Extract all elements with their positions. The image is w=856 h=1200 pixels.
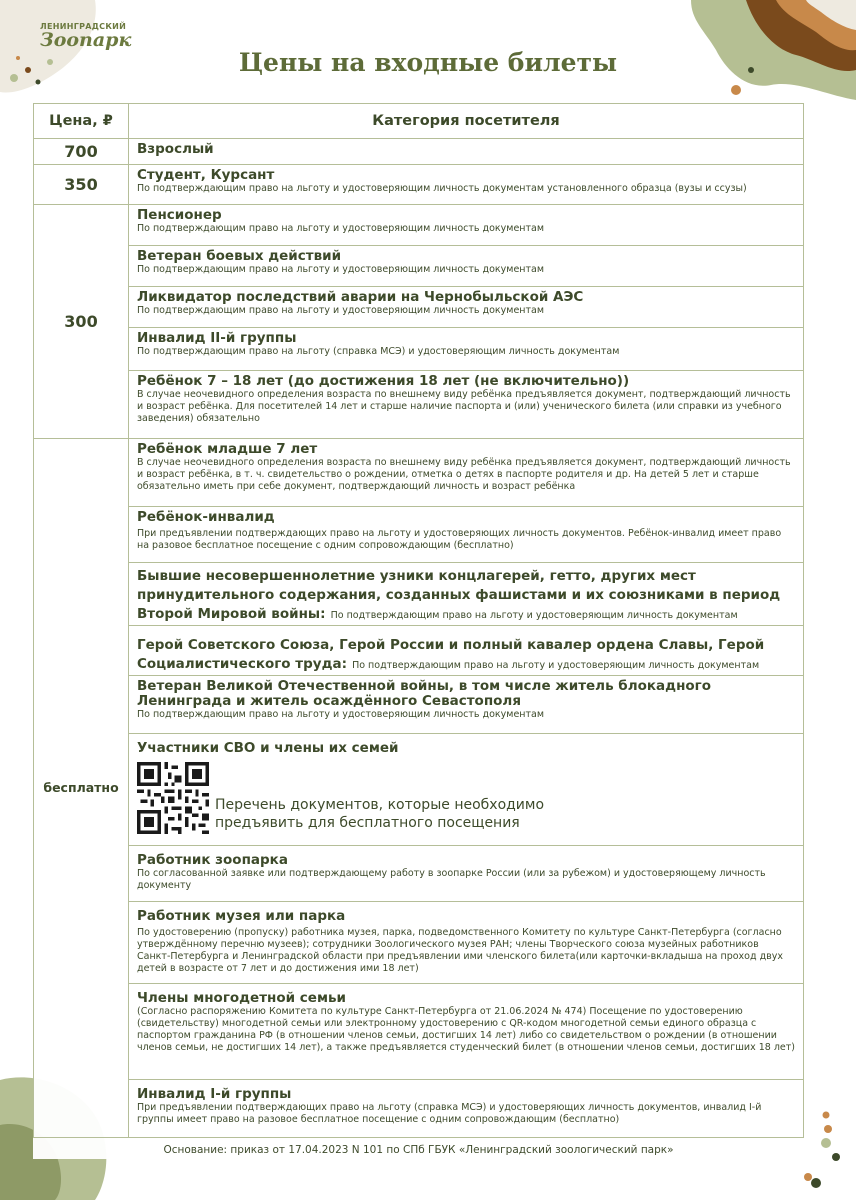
price-cell: 700: [34, 139, 129, 165]
zoo-logo: [40, 22, 131, 49]
table-row: [34, 139, 804, 165]
category-cell: [129, 371, 804, 439]
category-description: По подтверждающим право на льготу и удостоверяющим личность документам: [137, 264, 545, 275]
category-title: Герой Советского Союза, Герой России и полный кавалер ордена Славы, Герой Социалистического труда:: [137, 637, 765, 672]
category-title: Ребёнок-инвалид: [137, 509, 275, 525]
category-title: Ребёнок младше 7 лет: [137, 441, 318, 457]
category-cell: [129, 328, 804, 371]
category-cell: [129, 205, 804, 246]
table-row: [34, 371, 804, 439]
table-row: [34, 328, 804, 371]
price-cell: 350: [34, 165, 129, 205]
qr-description-line: Перечень документов, которые необходимо: [215, 797, 545, 813]
category-title: Инвалид II-й группы: [137, 330, 297, 346]
table-row: [34, 246, 804, 287]
qr-description: [215, 796, 544, 832]
table-row: [34, 676, 804, 734]
category-title: Студент, Курсант: [137, 167, 275, 183]
category-description: По удостоверению (пропуску) работника музея, парка, подведомственного Комитету по культуре Санкт-Петербурга (согласно утверждённому перечню музеев); сотрудники Зоологического музея РАН; члены Творческого союза музейных работников Санкт-Петербурга и Ленинградской области при предъявлении ими членского билета(или карточки-вкладыша на проход двух детей в возрасте от 7 лет и до достижения ими 18 лет): [137, 927, 783, 974]
category-cell: [129, 1080, 804, 1138]
table-row: [34, 902, 804, 984]
category-cell: [129, 563, 804, 626]
table-header-row: [34, 104, 804, 139]
category-title: Взрослый: [137, 141, 214, 157]
category-description: По подтверждающим право на льготу и удостоверяющим личность документам: [137, 709, 545, 720]
category-cell: [129, 626, 804, 676]
table-row: [34, 439, 804, 507]
category-cell: [129, 165, 804, 205]
table-row: [34, 846, 804, 902]
footer-note: Основание: приказ от 17.04.2023 N 101 по СПб ГБУК «Ленинградский зоологический парк»: [163, 1144, 674, 1156]
category-description: При предъявлении подтверждающих право на льготу (справка МСЭ) и удостоверяющих личность документов, инвалид I-й группы имеет право на разовое бесплатное посещение с одним сопровождающим (бесплатно): [137, 1102, 762, 1125]
category-title: Ребёнок 7 – 18 лет (до достижения 18 лет (не включительно)): [137, 373, 630, 389]
category-title: Работник зоопарка: [137, 852, 288, 868]
table-row: [34, 563, 804, 626]
category-description: По подтверждающим право на льготу и удостоверяющим личность документам: [352, 660, 760, 671]
prices-table: [33, 103, 804, 1159]
qr-code-icon[interactable]: [137, 762, 209, 834]
category-title: Инвалид I-й группы: [137, 1086, 292, 1102]
page-title: Цены на входные билеты: [238, 48, 618, 77]
category-cell: [129, 246, 804, 287]
table-row: [34, 984, 804, 1080]
category-title: Участники СВО и члены их семей: [137, 740, 399, 756]
category-cell: [129, 902, 804, 984]
footer-row: [34, 1138, 804, 1160]
category-description: По подтверждающим право на льготу и удостоверяющим личность документам: [137, 305, 545, 316]
category-title: Члены многодетной семьи: [137, 990, 346, 1006]
category-description: (Согласно распоряжению Комитета по культуре Санкт-Петербурга от 21.06.2024 № 474) Посещение по удостоверению (свидетельству) многодетной семьи или электронному удостоверению с QR-кодом многодетной семьи единого образца с паспортом гражданина РФ (в отношении членов семьи, достигших 14 лет) либо со свидетельством о рождении (в отношении членов семьи, не достигших 14 лет), а также предъявляется студенческий билет (в отношении членов семьи, достигших 18 лет): [137, 1006, 795, 1053]
category-description: При предъявлении подтверждающих право на льготу и удостоверяющих личность документов. Ребёнок-инвалид имеет право на разовое бесплатное посещение с одним сопровождающим (бесплатно): [137, 528, 782, 551]
category-title: Ветеран боевых действий: [137, 248, 342, 264]
category-cell: [129, 139, 804, 165]
category-cell: [129, 984, 804, 1080]
table-row: [34, 165, 804, 205]
table-row: [34, 287, 804, 328]
logo-caption: ЛЕНИНГРАДСКИЙ: [40, 22, 127, 31]
category-title: Пенсионер: [137, 207, 222, 223]
qr-description-line: предъявить для бесплатного посещения: [215, 815, 520, 831]
category-title: Бывшие несовершеннолетние узники концлагерей, гетто, других мест принудительного содержания, созданных фашистами и их союзниками в период Второй Мировой войны:: [137, 568, 781, 622]
qr-block: [137, 762, 795, 834]
category-cell: [129, 287, 804, 328]
table-row: [34, 734, 804, 846]
category-cell: [129, 439, 804, 507]
table-row: [34, 205, 804, 246]
category-description: В случае неочевидного определения возраста по внешнему виду ребёнка предъявляется документ, подтверждающий личность и возраст ребёнка. Для посетителей 14 лет и старше наличие паспорта и (или) ученического билета (или справки из учебного заведения) обязательно: [137, 389, 791, 424]
price-column-header: Цена, ₽: [34, 104, 129, 139]
category-description: По согласованной заявке или подтверждающему работу в зоопарке России (или за рубежом) и удостоверяющему личность документу: [137, 868, 766, 891]
logo-wordmark: Зоопарк: [40, 29, 132, 51]
category-column-header: Категория посетителя: [129, 104, 804, 139]
category-title: Ликвидатор последствий аварии на Чернобыльской АЭС: [137, 289, 584, 305]
price-cell: 300: [34, 205, 129, 439]
category-title: Ветеран Великой Отечественной войны, в том числе житель блокадного Ленинграда и житель осаждённого Севастополя: [137, 678, 711, 709]
table-row: [34, 626, 804, 676]
category-description: По подтверждающим право на льготу и удостоверяющим личность документам: [137, 223, 545, 234]
category-cell: [129, 734, 804, 846]
category-description: В случае неочевидного определения возраста по внешнему виду ребёнка предъявляется документ, подтверждающий личность и возраст ребёнка, в т. ч. свидетельство о рождении, отметка о детях в паспорте родителя и др. На детей 5 лет и старше обязательно иметь при себе документ, подтверждающий личность и возраст ребёнка: [137, 457, 791, 492]
table-row: [34, 507, 804, 563]
table-row: [34, 1080, 804, 1138]
price-cell: бесплатно: [34, 439, 129, 1138]
category-cell: [129, 507, 804, 563]
category-cell: [129, 846, 804, 902]
category-description: По подтверждающим право на льготу (справка МСЭ) и удостоверяющим личность документам: [137, 346, 620, 357]
category-description: По подтверждающим право на льготу и удостоверяющим личность документам установленного образца (вузы и ссузы): [137, 183, 747, 194]
category-title: Работник музея или парка: [137, 908, 346, 924]
category-description: По подтверждающим право на льготу и удостоверяющим личность документам: [330, 610, 738, 621]
category-cell: [129, 676, 804, 734]
